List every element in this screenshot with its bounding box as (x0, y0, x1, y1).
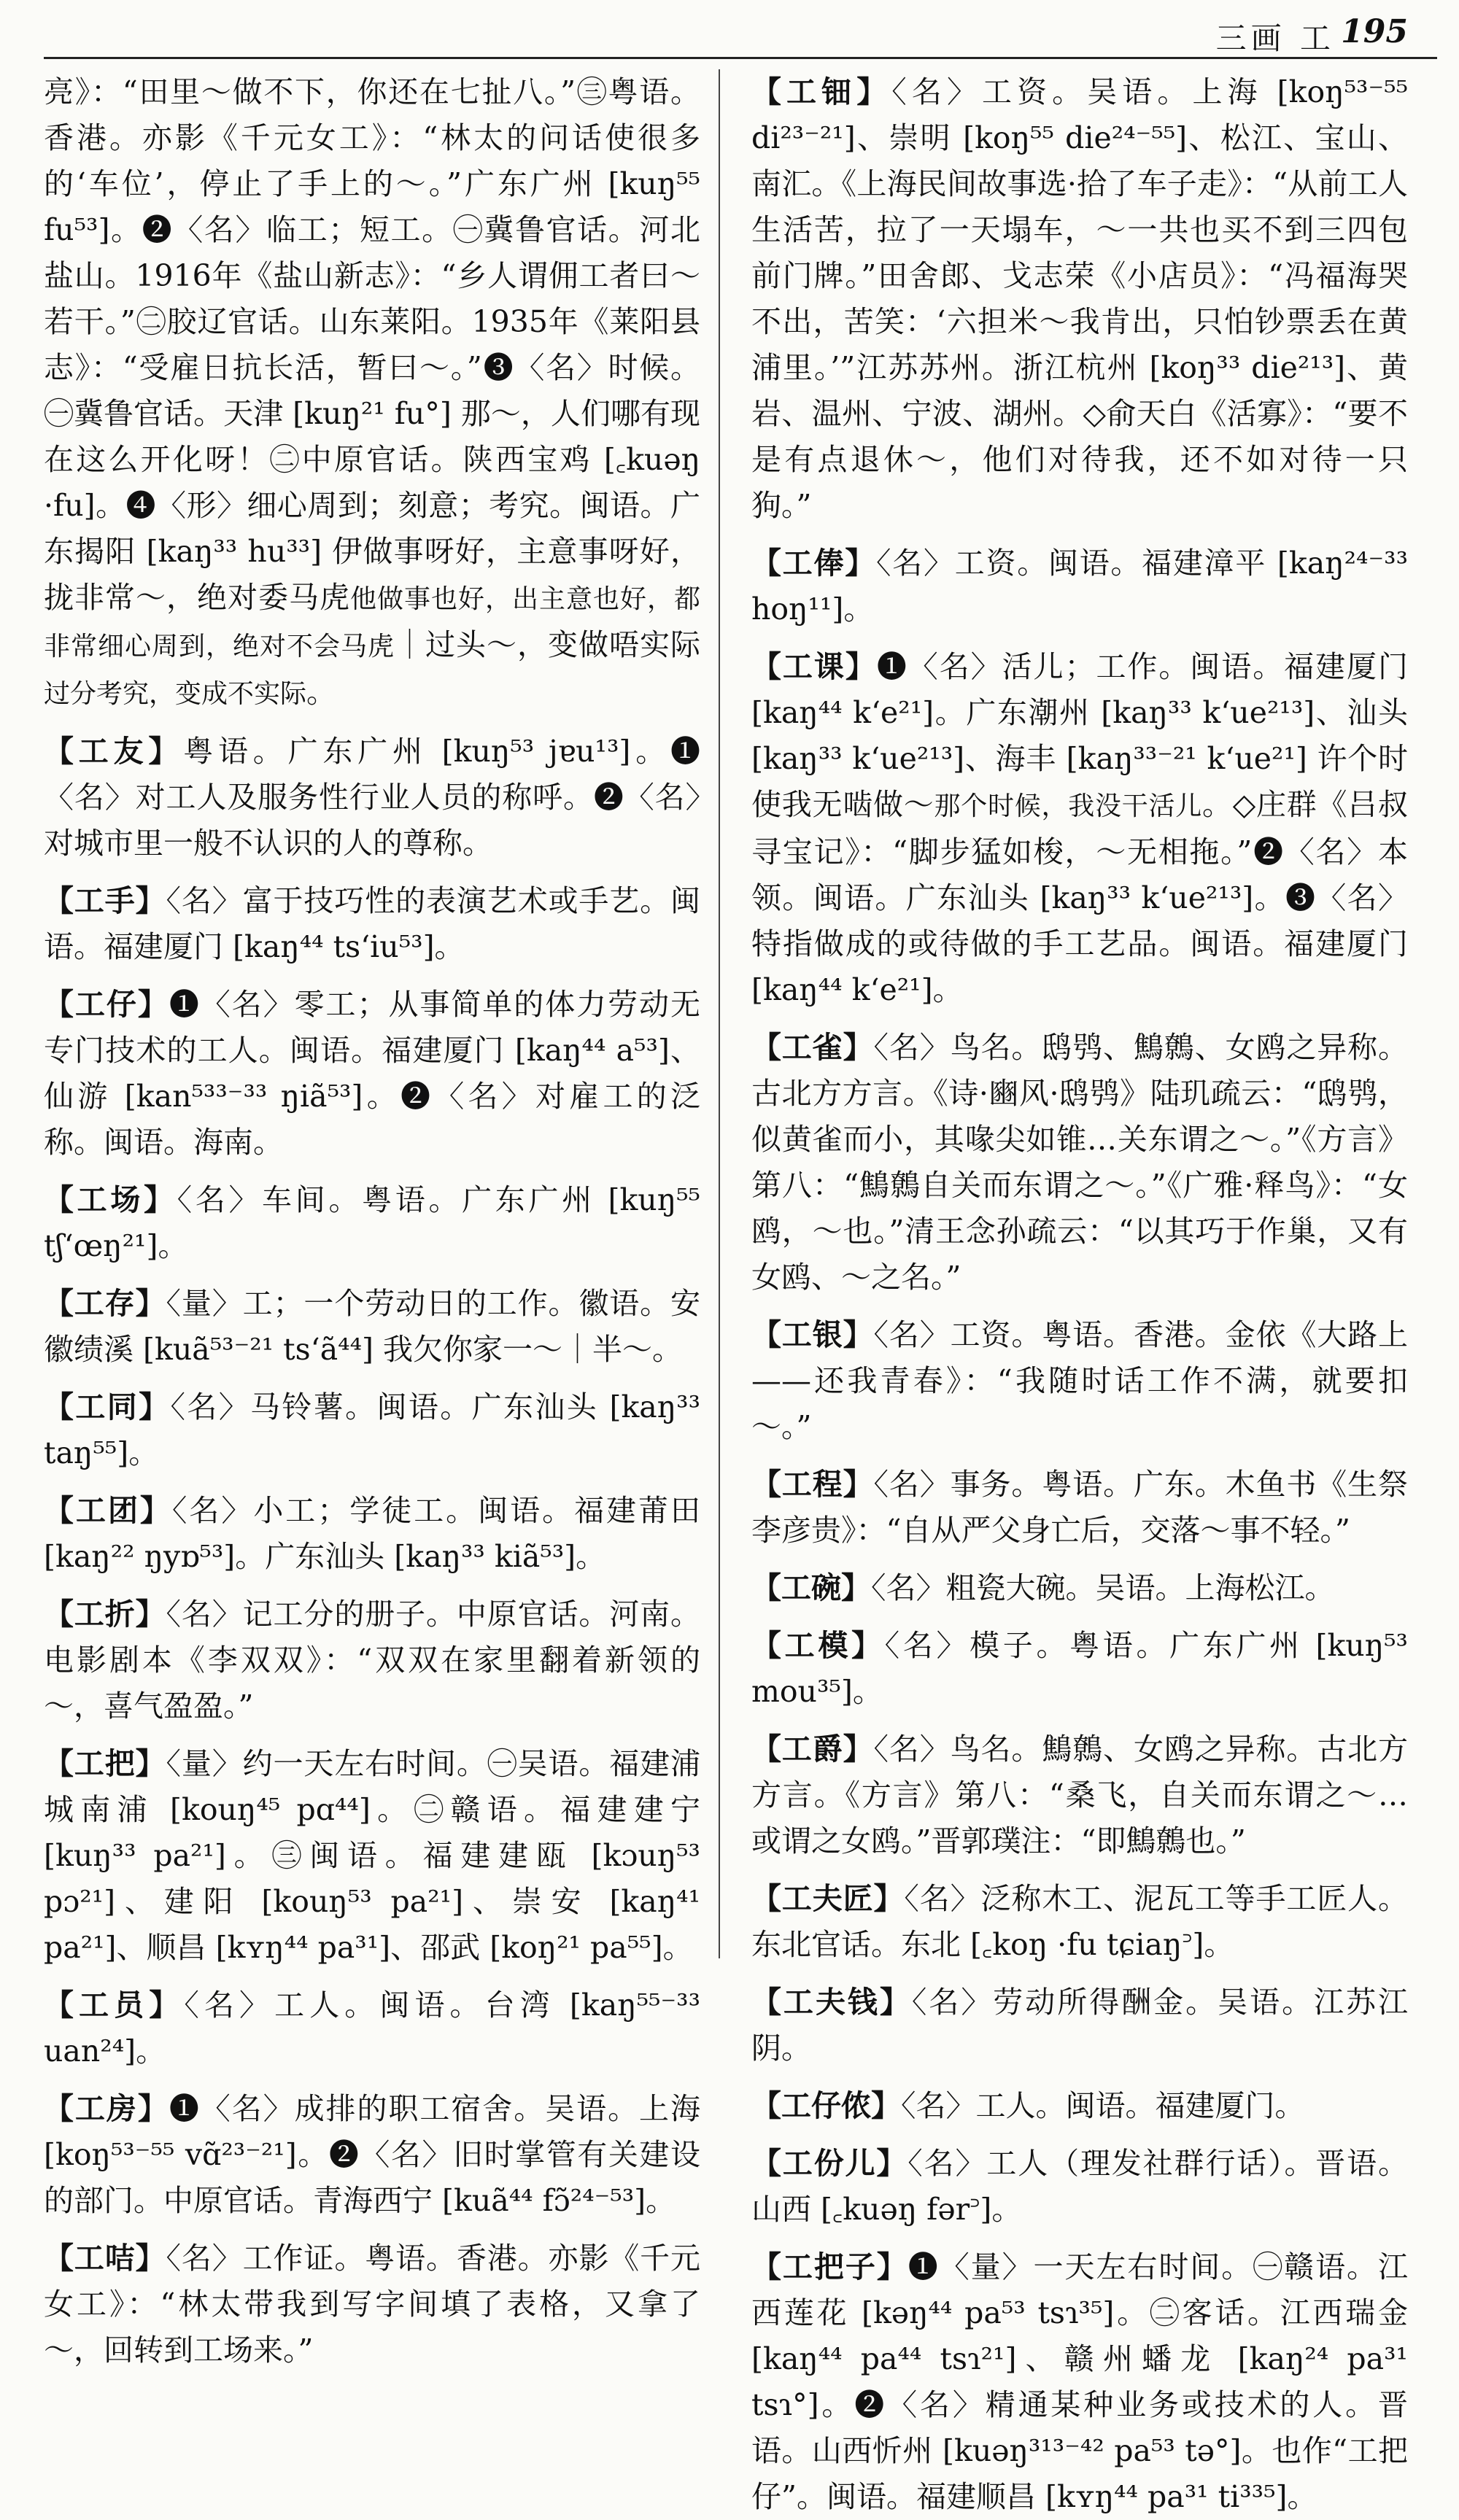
entry-text: 〈名〉事务。粤语。广东。木鱼书《生祭李彦贵》：“自从严父身亡后，交落～事不轻。” (751, 1467, 1409, 1548)
entry-text: 〈量〉工；一个劳动日的工作。徽语。安徽绩溪 [kuã⁵³⁻²¹ ts‘ã⁴⁴] 我欠你家一～｜半～。 (44, 1286, 701, 1367)
headword: 【工课】 (751, 649, 877, 684)
entry (751, 2244, 1408, 2520)
headword: 【工碗】 (751, 1570, 871, 1605)
entry (751, 69, 1408, 529)
headword: 【工俸】 (751, 546, 876, 581)
page-number: 195 (1341, 13, 1408, 50)
entry-text: ❶〈量〉一天左右时间。㊀赣语。江西莲花 [kəŋ⁴⁴ pa⁵³ tsɿ³⁵]。㊁客话。江西瑞金 [kaŋ⁴⁴ pa⁴⁴ tsɿ²¹]、赣州蟠龙 [kaŋ²⁴ pa³¹ tsɿ°]。❷〈名〉精通某种业务或技术的人。晋语。山西忻州 [kuəŋ³¹³⁻⁴² pa⁵³ tə°]。也作“工把仔”。闽语。福建顺昌 [kʏŋ⁴⁴ pa³¹ ti³³⁵]。 (751, 2249, 1408, 2514)
entry-gloss: 他做事也好，出主意也好，都非常细心周到，绝对不会马虎 (44, 584, 700, 662)
entry (44, 2086, 700, 2224)
entry-text: ｜过头～，变做唔实际 (395, 627, 700, 662)
headword: 【工程】 (751, 1467, 874, 1502)
headword: 【工咭】 (44, 2241, 166, 2276)
entry-gloss: 过分考究，变成不实际 (44, 679, 307, 709)
section-title: 三画 工 (1215, 20, 1335, 56)
headword: 【工模】 (751, 1628, 885, 1663)
entry-text: 〈名〉车间。粤语。广东广州 [kuŋ⁵⁵ tʃ‘œŋ²¹]。 (44, 1182, 700, 1263)
entry (44, 729, 700, 867)
entry-text: 〈名〉模子。粤语。广东广州 [kuŋ⁵³ mou³⁵]。 (751, 1628, 1408, 1709)
entry-text: 〈名〉工资。闽语。福建漳平 [kaŋ²⁴⁻³³ hoŋ¹¹]。 (751, 546, 1409, 627)
headword: 【工场】 (44, 1182, 177, 1217)
headword: 【工同】 (44, 1389, 171, 1424)
entry-text: 亮》：“田里～做不下，你还在七扯八。”㊂粤语。香港。亦影《千元女工》：“林太的问话使很多的‘车位’，停止了手上的～。”广东广州 [kuŋ⁵⁵ fu⁵³]。❷〈名〉临工；短工。㊀冀鲁官话。河北盐山。1916年《盐山新志》：“乡人谓佣工者曰～若干。”㊁胶辽官话。山东莱阳。1935年《莱阳县志》：“受雇日抗长活，暂曰～。”❸〈名〉时候。㊀冀鲁官话。天津 [kuŋ²¹ fu°] 那～，人们哪有现在这么开化呀！㊁中原官话。陕西宝鸡 [꜀kuəŋ ·fu]。❹〈形〉细心周到；刻意；考究。闽语。广东揭阳 [kaŋ³³ hu³³] 伊做事呀好，主意事呀好，拢非常～，绝对委马虎 (44, 74, 700, 615)
entry-text: 〈名〉鸟名。鷦鷯、女鸥之异称。古北方方言。《方言》第八：“桑飞，自关而东谓之～…或谓之女鸥。”晋郭璞注：“即鷦鷯也。” (751, 1732, 1409, 1858)
entry-text: 〈名〉工资。粤语。香港。金依《大路上——还我青春》：“我随时话工作不满，就要扣～。” (751, 1317, 1409, 1444)
headword: 【工银】 (751, 1317, 874, 1352)
entry-text: 〈名〉工资。吴语。上海 [koŋ⁵³⁻⁵⁵ di²³⁻²¹]、崇明 [koŋ⁵⁵ die²⁴⁻⁵⁵]、松江、宝山、南汇。《上海民间故事选·拾了车子走》：“从前工人生活苦，拉了一天塌车，～一共也买不到三四包前门牌。”田舍郎、戈志荣《小店员》：“冯福海哭不出，苦笑：‘六担米～我肯出，只怕钞票丢在黄浦里。’”江苏苏州。浙江杭州 [koŋ³³ die²¹³]、黄岩、温州、宁波、湖州。◇俞天白《活寡》：“要不是有点退休～，他们对待我，还不如对待一只狗。” (751, 74, 1408, 523)
entry (751, 1565, 1408, 1611)
right-column (751, 69, 1409, 2514)
headword: 【工份儿】 (751, 2146, 908, 2181)
headword: 【工把】 (44, 1746, 166, 1781)
page-header (0, 0, 1459, 58)
headword: 【工房】 (44, 2091, 169, 2126)
entry (44, 1488, 700, 1580)
headword: 【工仔侬】 (751, 2088, 901, 2123)
entry (44, 1384, 700, 1476)
entry-text: 〈量〉约一天左右时间。㊀吴语。福建浦城南浦 [kouŋ⁴⁵ pɑ⁴⁴]。㊁赣语。福建建宁 [kuŋ³³ pa²¹]。㊂闽语。福建建瓯 [kɔuŋ⁵³ pɔ²¹]、建阳 [kouŋ⁵³ pa²¹]、崇安 [kaŋ⁴¹ pa²¹]、顺昌 [kʏŋ⁴⁴ pa³¹]、邵武 [koŋ²¹ pa⁵⁵]。 (44, 1746, 701, 1965)
entry (44, 982, 700, 1166)
headword: 【工员】 (44, 1988, 185, 2023)
entry (751, 540, 1408, 632)
entry-text: 〈名〉劳动所得酬金。吴语。江苏江阴。 (751, 1985, 1408, 2066)
entry (751, 1876, 1408, 1968)
entry (44, 1281, 700, 1373)
headword: 【工夫钱】 (751, 1985, 912, 2020)
entry (751, 1623, 1408, 1715)
entry (751, 1980, 1408, 2071)
entry (44, 1741, 700, 1971)
entry (751, 1025, 1408, 1300)
headword: 【工仔】 (44, 987, 169, 1022)
entry-text: ❶〈名〉成排的职工宿舍。吴语。上海 [koŋ⁵³⁻⁵⁵ vɑ̃²³⁻²¹]。❷〈名〉旧时掌管有关建设的部门。中原官话。青海西宁 [kuã⁴⁴ fɔ̃²⁴⁻⁵³]。 (44, 2091, 701, 2218)
entry-gloss: 那个时候，我没干活儿 (934, 791, 1202, 821)
entry-text: 〈名〉工人（理发社群行话）。晋语。山西 [꜀kuəŋ fər꜄]。 (751, 2146, 1409, 2227)
entry-text: 〈名〉粗瓷大碗。吴语。上海松江。 (871, 1570, 1335, 1605)
entry-text: ❶〈名〉活儿；工作。闽语。福建厦门 [kaŋ⁴⁴ k‘e²¹]。广东潮州 [kaŋ³³ k‘ue²¹³]、汕头 [kaŋ³³ k‘ue²¹³]、海丰 [kaŋ³³⁻²¹ k‘ue²¹] 许个时使我无啮做～ (751, 649, 1409, 822)
header-rule (44, 57, 1437, 59)
headword: 【工友】 (44, 734, 184, 769)
entry (44, 1592, 700, 1729)
entry (751, 2083, 1408, 2129)
entry-text: 〈名〉富于技巧性的表演艺术或手艺。闽语。福建厦门 [kaŋ⁴⁴ ts‘iu⁵³]。 (44, 883, 701, 964)
entry-text: 〈名〉泛称木工、泥瓦工等手工匠人。东北官话。东北 [꜀koŋ ·fu tɕiaŋ꜄]。 (751, 1881, 1408, 1962)
entry-text: ❶〈名〉零工；从事简单的体力劳动无专门技术的工人。闽语。福建厦门 [kaŋ⁴⁴ a⁵³]、仙游 [kan⁵³³⁻³³ ŋiã⁵³]。❷〈名〉对雇工的泛称。闽语。海南。 (44, 987, 701, 1160)
entry (751, 644, 1408, 1013)
column-divider (719, 69, 720, 1958)
entry-text: 。◇庄群《吕叔寻宝记》：“脚步猛如梭，～无相拖。”❷〈名〉本领。闽语。广东汕头 [kaŋ³³ k‘ue²¹³]。❸〈名〉特指做成的或待做的手工艺品。闽语。福建厦门 [kaŋ⁴⁴ k‘e²¹]。 (751, 787, 1409, 1007)
headword: 【工钿】 (751, 74, 892, 109)
headword: 【工手】 (44, 883, 166, 918)
entry-text: 〈名〉工作证。粤语。香港。亦影《千元女工》：“林太带我到写字间填了表格，又拿了～，回转到工场来。” (44, 2241, 701, 2368)
entry (44, 1177, 700, 1269)
headword: 【工团】 (44, 1493, 172, 1528)
entry-text: 。 (306, 675, 337, 710)
entry-text: 粤语。广东广州 [kuŋ⁵³ jɐu¹³]。❶〈名〉对工人及服务性行业人员的称呼。❷〈名〉对城市里一般不认识的人的尊称。 (44, 734, 700, 861)
headword: 【工夫匠】 (751, 1881, 905, 1916)
headword: 【工存】 (44, 1286, 166, 1321)
entry-text: 〈名〉工人。闽语。台湾 [kaŋ⁵⁵⁻³³ uan²⁴]。 (44, 1988, 701, 2069)
headword: 【工折】 (44, 1597, 166, 1632)
headword: 【工爵】 (751, 1732, 874, 1767)
entry (751, 2141, 1408, 2233)
left-column (44, 69, 701, 2368)
entry (751, 1462, 1408, 1554)
headword: 【工把子】 (751, 2249, 908, 2284)
entry-text: 〈名〉工人。闽语。福建厦门。 (901, 2088, 1305, 2123)
entry-continued (44, 69, 700, 717)
entry-text: 〈名〉小工；学徒工。闽语。福建莆田 [kaŋ²² ŋyɒ⁵³]。广东汕头 [kaŋ³³ kiã⁵³]。 (44, 1493, 701, 1574)
entry (44, 2236, 700, 2373)
entry (751, 1312, 1408, 1450)
headword: 【工雀】 (751, 1030, 874, 1065)
entry-text: 〈名〉记工分的册子。中原官话。河南。电影剧本《李双双》：“双双在家里翻着新领的～，喜气盈盈。” (44, 1597, 701, 1724)
entry (751, 1726, 1408, 1864)
entry-text: 〈名〉鸟名。鸱鸮、鷦鷯、女鸥之异称。古北方方言。《诗·豳风·鸱鸮》陆玑疏云：“鸱鸮，似黄雀而小，其喙尖如锥…关东谓之～。”《方言》第八：“鷦鷯自关而东谓之～。”《广雅·释鸟》：“女鸥，～也。”清王念孙疏云：“以其巧于作巢，又有女鸥、～之名。” (751, 1030, 1409, 1295)
entry (44, 1982, 700, 2074)
entry-text: 〈名〉马铃薯。闽语。广东汕头 [kaŋ³³ taŋ⁵⁵]。 (44, 1389, 701, 1470)
entry (44, 878, 700, 970)
